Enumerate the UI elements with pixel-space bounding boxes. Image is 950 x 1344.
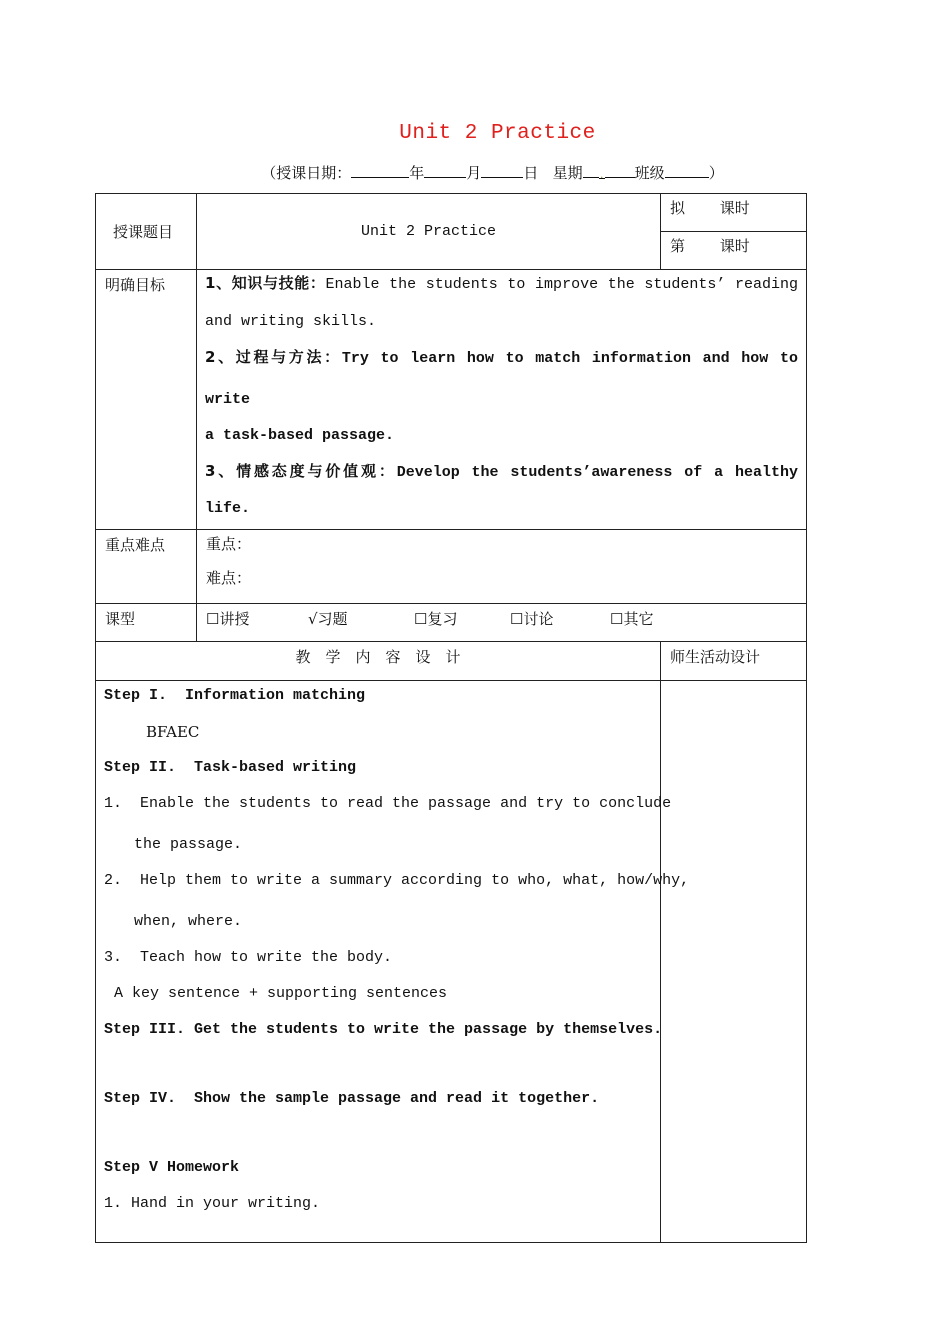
key-points-content <box>197 530 807 604</box>
lesson-type-discussion: ☐讨论 <box>510 610 554 628</box>
teaching-content <box>96 681 690 1243</box>
year-label: 年 <box>409 164 425 182</box>
topic-value: Unit 2 Practice <box>197 194 661 270</box>
lesson-plan-table <box>95 193 807 1243</box>
step-2-item-2: 2. Help them to write a summary according to who, what, how/why, <box>104 872 690 889</box>
day-blank <box>481 163 523 178</box>
day-label: 日 <box>523 164 539 182</box>
objective-3-line-2: life. <box>205 500 251 517</box>
step-2-note: A key sentence + supporting sentences <box>114 985 448 1002</box>
step-1-title: Step I. Information matching <box>104 687 366 704</box>
objective-2-line-1: 2、过程与方法：Try to learn how to match information and how to write <box>205 348 798 408</box>
hours-order: 第 课时 <box>661 232 807 270</box>
step-3-title: Step III. Get the students to write the passage by themselves. <box>104 1021 663 1038</box>
objectives-label: 明确目标 <box>96 270 197 530</box>
hours-planned: 拟 课时 <box>661 194 807 232</box>
step-2-item-3: 3. Teach how to write the body. <box>104 949 393 966</box>
weekday-blank-2 <box>605 163 635 178</box>
lesson-type-options <box>197 604 807 642</box>
month-blank <box>424 163 466 178</box>
step-5-title: Step V Homework <box>104 1159 240 1176</box>
lesson-type-lecture: ☐讲授 <box>206 610 250 628</box>
weekday-label: 星期 <box>552 164 583 182</box>
objective-1-line-1: 1、知识与技能：Enable the students to improve the students’ reading <box>205 274 798 293</box>
step-1-answer: BFAEC <box>146 723 200 741</box>
page-title: Unit 2 Practice <box>399 122 596 145</box>
step-2-item-1: 1. Enable the students to read the passage and try to conclude <box>104 795 672 812</box>
date-line <box>0 162 950 183</box>
step-2-item-2-cont: when, where. <box>134 913 243 930</box>
objective-2-line-2: a task-based passage. <box>205 427 395 444</box>
lesson-type-label: 课型 <box>96 604 197 642</box>
lesson-type-other: ☐其它 <box>610 610 654 628</box>
key-points-label: 重点难点 <box>96 530 197 604</box>
lesson-type-review: ☐复习 <box>414 610 458 628</box>
objective-1-line-2: and writing skills. <box>205 313 377 330</box>
activity-header: 师生活动设计 <box>661 642 807 681</box>
objectives-content <box>197 270 807 530</box>
topic-label: 授课题目 <box>96 194 197 270</box>
step-5-item-1: 1. Hand in your writing. <box>104 1195 321 1212</box>
step-2-item-1-cont: the passage. <box>134 836 243 853</box>
year-blank <box>351 163 409 178</box>
weekday-blank <box>583 163 599 178</box>
difficult-point-label: 难点： <box>206 569 252 587</box>
month-label: 月 <box>466 164 482 182</box>
class-label: 班级 <box>634 164 665 182</box>
content-header: 教 学 内 容 设 计 <box>96 642 661 681</box>
date-suffix: ） <box>708 164 724 182</box>
key-point-label: 重点： <box>206 535 252 553</box>
date-prefix: （授课日期： <box>261 164 352 182</box>
objective-3-line-1: 3、情感态度与价值观：Develop the students’awareness of a healthy <box>205 462 798 481</box>
lesson-type-exercise: √习题 <box>308 610 348 628</box>
class-blank <box>665 163 709 178</box>
step-4-title: Step IV. Show the sample passage and read it together. <box>104 1090 600 1107</box>
weekday-dot: . <box>599 164 605 179</box>
step-2-title: Step II. Task-based writing <box>104 759 357 776</box>
activity-design-cell <box>661 681 807 1243</box>
